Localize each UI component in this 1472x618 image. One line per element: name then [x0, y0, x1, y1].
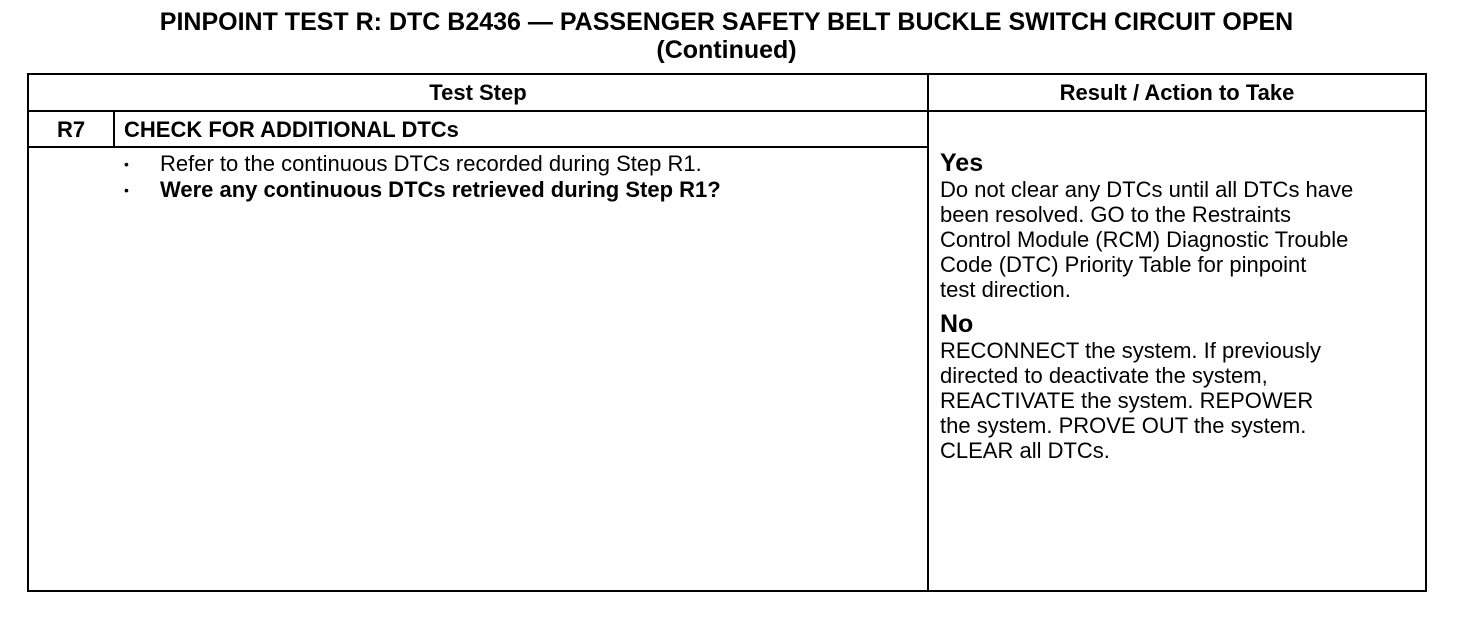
column-divider [927, 75, 929, 590]
bullet-icon: • [124, 182, 129, 198]
bullet-icon: • [124, 156, 129, 172]
title-line-1: PINPOINT TEST R: DTC B2436 — PASSENGER SAFETY BELT BUCKLE SWITCH CIRCUIT OPEN [159, 8, 1294, 36]
header-result-action: Result / Action to Take [1059, 80, 1295, 105]
step-id-divider [113, 110, 115, 147]
step-title: CHECK FOR ADDITIONAL DTCs [124, 117, 459, 142]
result-yes-label: Yes [940, 149, 984, 177]
result-yes [940, 150, 1430, 302]
page-title [0, 8, 1453, 64]
header-test-step: Test Step [429, 80, 527, 105]
pinpoint-test-table [27, 73, 1427, 592]
result-no-label: No [940, 310, 974, 338]
bullet-question: Were any continuous DTCs retrieved during Step R1? [160, 177, 721, 202]
bullet-text: Refer to the continuous DTCs recorded during Step R1. [160, 151, 702, 176]
title-line-2: (Continued) [656, 36, 797, 64]
result-no-text: RECONNECT the system. If previously directed to deactivate the system, REACTIVATE the system. REPOWER the system. PROVE OUT the system. CLEAR all DTCs. [940, 338, 1322, 463]
result-no [940, 311, 1430, 463]
result-yes-text: Do not clear any DTCs until all DTCs have been resolved. GO to the Restraints Control Module (RCM) Diagnostic Trouble Code (DTC) Priority Table for pinpoint test direction. [940, 177, 1354, 302]
step-id: R7 [56, 117, 86, 142]
